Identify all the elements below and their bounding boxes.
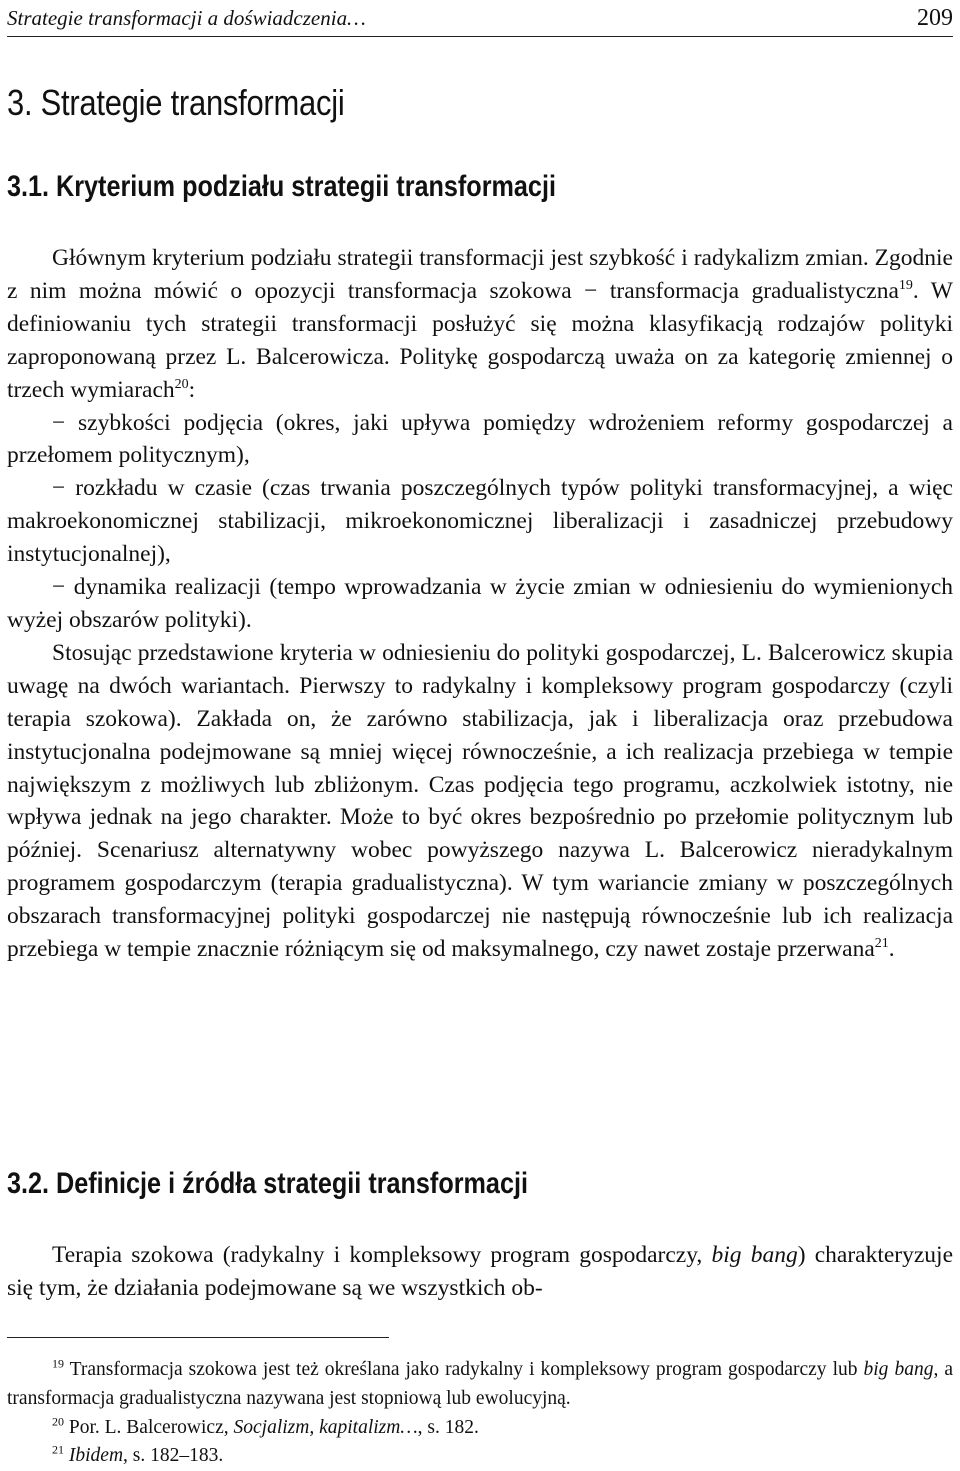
footnote-ref-20[interactable]: 20 xyxy=(174,376,189,392)
paragraph-variants xyxy=(7,637,953,966)
footnote-text: , s. 182–183. xyxy=(123,1445,224,1467)
page-number: 209 xyxy=(917,5,953,31)
footnote-ref-19[interactable]: 19 xyxy=(898,278,913,294)
footnote-number: 21 xyxy=(52,1442,64,1457)
section-3-heading: 3. Strategie transformacji xyxy=(7,82,345,123)
list-item: − szybkości podjęcia (okres, jaki upływa pomiędzy wdrożeniem reformy gospodarczej a przełomem politycznym), xyxy=(7,409,953,469)
footnote-text: , a transformacja gradualistyczna nazywana jest stopniową lub ewolucyjną. xyxy=(7,1359,953,1409)
running-title: Strategie transformacji a doświadczenia… xyxy=(7,6,366,30)
footnote-19 xyxy=(7,1356,953,1414)
footnote-divider xyxy=(7,1337,389,1338)
footnote-number: 20 xyxy=(52,1414,64,1429)
list-item: − dynamika realizacji (tempo wprowadzania w życie zmian w odniesieniu do wymienionych wyżej obszarów polityki). xyxy=(7,574,953,633)
footnote-21 xyxy=(7,1442,953,1471)
section-3-2-body xyxy=(7,1239,953,1305)
footnote-number: 19 xyxy=(52,1356,64,1371)
section-3-2-heading: 3.2. Definicje i źródła strategii transformacji xyxy=(7,1167,528,1200)
list-item: − rozkładu w czasie (czas trwania poszczególnych typów polityki transformacyjnej, a więc makroekonomicznej stabilizacji, mikroekonomicznej liberalizacji i zasadniczej przebudowy instytucjonalnej), xyxy=(7,475,953,568)
emphasis-text: big bang xyxy=(863,1359,934,1380)
paragraph-text: . xyxy=(888,936,895,963)
footnote-text: , s. 182. xyxy=(417,1416,479,1438)
paragraph-criteria xyxy=(7,242,953,407)
emphasis-text: big bang xyxy=(711,1242,798,1268)
paragraph-text: ) charakteryzuje się tym, że działania podejmowane są we wszystkich ob- xyxy=(7,1242,954,1301)
running-header xyxy=(7,0,953,37)
paragraph-text: . W definiowaniu tych strategii transformacji posłużyć się można klasyfikacją rodzajów polityki zaproponowaną przez L. Balcerowicza. Politykę gospodarczą uważa on za kategorię zmiennej o trzech wymiarach xyxy=(7,277,953,403)
paragraph-text: : xyxy=(188,376,196,403)
emphasis-text: Socjalizm, kapitalizm… xyxy=(233,1416,418,1438)
footnote-text: Por. L. Balcerowicz, xyxy=(64,1416,234,1438)
paragraph-text: Terapia szokowa (radykalny i kompleksowy program gospodarczy, xyxy=(52,1242,712,1268)
emphasis-text: Ibidem xyxy=(68,1445,124,1467)
footnote-20 xyxy=(7,1414,953,1443)
footnotes xyxy=(7,1356,953,1471)
paragraph-text: Stosując przedstawione kryteria w odniesieniu do polityki gospodarczej, L. Balcerowicz skupia uwagę na dwóch wariantach. Pierwszy to radykalny i kompleksowy program gospodarczy (czyli terapia szokowa). Zakłada on, że zarówno stabilizacja, jak i liberalizacja oraz przebudowa instytucjonalna podejmowane są mniej więcej równocześnie, a ich realizacja przebiega w tempie największym z możliwych lub zbliżonym. Czas podjęcia tego programu, aczkolwiek istotny, nie wpływa jednak na jego charakter. Może to być okres bezpośrednio po przełomie politycznym lub później. Scenariusz alternatywny wobec powyższego nazywa L. Balcerowicz nieradykalnym programem gospodarczym (terapia gradualistyczna). W tym wariancie zmiany w poszczególnych obszarach transformacyjnej polityki gospodarczej nie następują równocześnie lub ich realizacja przebiega w tempie znacznie różniącym się od maksymalnego, czy nawet zostaje przerwana xyxy=(7,639,953,963)
section-3-1-heading: 3.1. Kryterium podziału strategii transformacji xyxy=(7,170,556,203)
section-3-1-body xyxy=(7,242,953,966)
footnote-text: Transformacja szokowa jest też określana jako radykalny i kompleksowy program gospodarczy lub xyxy=(64,1359,864,1380)
footnote-ref-21[interactable]: 21 xyxy=(874,936,889,952)
paragraph-shock-therapy xyxy=(7,1239,953,1305)
paragraph-text: Głównym kryterium podziału strategii transformacji jest szybkość i radykalizm zmian. Zgodnie z nim można mówić o opozycji transformacja szokowa − transformacja gradualistyczna xyxy=(7,245,953,304)
